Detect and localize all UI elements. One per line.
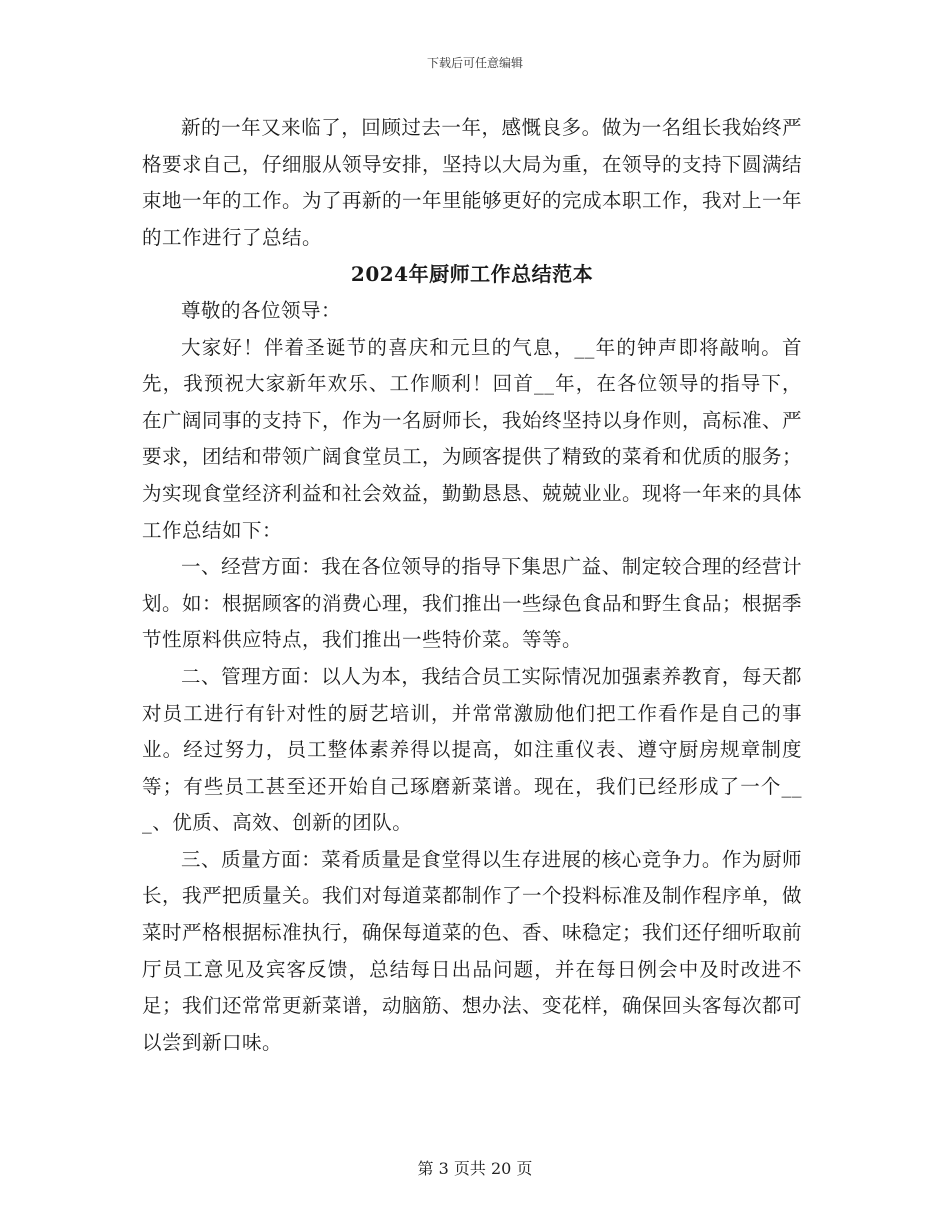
paragraph-management: 二、管理方面：以人为本，我结合员工实际情况加强素养教育，每天都对员工进行有针对性的厨艺培训，并常常激励他们把工作看作是自己的事业。经过努力，员工整体素养得以提高，如注重仪表、遵守厨房规章制度等；有些员工甚至还开始自己琢磨新菜谱。现在，我们已经形成了一个___、优质、高效、创新的团队。 xyxy=(142,664,802,835)
header-note: 下载后可任意编辑 xyxy=(426,56,523,70)
paragraph-quality: 三、质量方面：菜肴质量是食堂得以生存进展的核心竞争力。作为厨师长，我严把质量关。我们对每道菜都制作了一个投料标准及制作程序单，做菜时严格根据标准执行，确保每道菜的色、香、味稳定；我们还仔细听取前厅员工意见及宾客反馈，总结每日出品问题，并在每日例会中及时改进不足；我们还常常更新菜谱，动脑筋、想办法、变花样，确保回头客每次都可以尝到新口味。 xyxy=(142,847,803,1054)
document-title: 2024年厨师工作总结范本 xyxy=(350,262,594,287)
intro-paragraph: 新的一年又来临了，回顾过去一年，感慨良多。做为一名组长我始终严格要求自己，仔细服从领导安排，坚持以大局为重，在领导的支持下圆满结束地一年的工作。为了再新的一年里能够更好的完成本职工作，我对上一年的工作进行了总结。 xyxy=(142,116,803,249)
paragraph-operations: 一、经营方面：我在各位领导的指导下集思广益、制定较合理的经营计划。如：根据顾客的消费心理，我们推出一些绿色食品和野生食品；根据季节性原料供应特点，我们推出一些特价菜。等等。 xyxy=(142,555,803,652)
page-number: 第 3 页共 20 页 xyxy=(417,1159,533,1178)
paragraph-greeting: 大家好！伴着圣诞节的喜庆和元旦的气息，__年的钟声即将敲响。首先，我预祝大家新年欢乐、工作顺利！回首__年，在各位领导的指导下，在广阔同事的支持下，作为一名厨师长，我始终坚持以身作则，高标准、严要求，团结和带领广阔食堂员工，为顾客提供了精致的菜肴和优质的服务；为实现食堂经济利益和社会效益，勤勤恳恳、兢兢业业。现将一年来的具体工作总结如下： xyxy=(142,335,803,542)
salutation: 尊敬的各位领导： xyxy=(181,298,342,322)
document-body xyxy=(142,110,802,1061)
